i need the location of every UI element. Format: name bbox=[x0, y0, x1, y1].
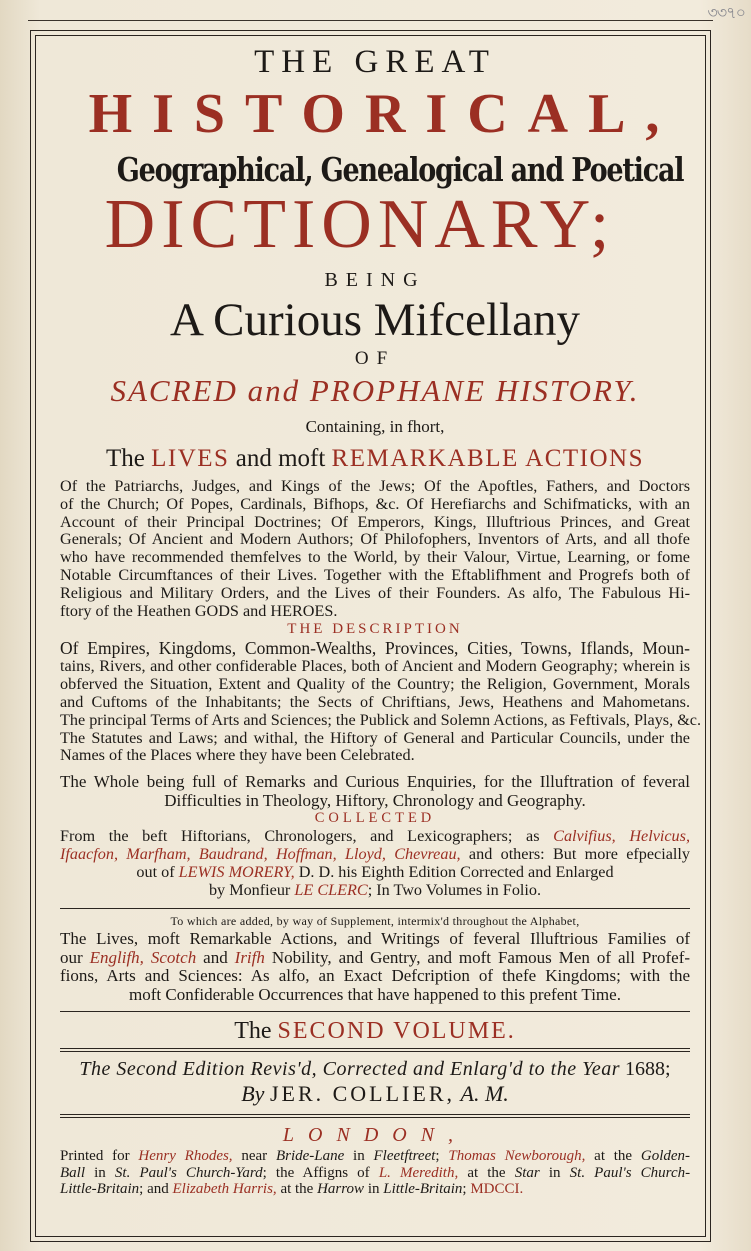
imprint-text: at the bbox=[280, 1181, 314, 1198]
para4-text: From the beft Hiftorians, Chronologers, and Lexicographers; as bbox=[60, 827, 540, 846]
para5-text: Nobility, and Gentry, and moft Famous Men of all Profef- bbox=[271, 947, 691, 967]
collected-heading: COLLECTED bbox=[314, 809, 436, 826]
imprint-text: in bbox=[353, 1148, 365, 1165]
imprint-name: Elizabeth Harris, bbox=[172, 1181, 277, 1198]
para4-line-3 bbox=[60, 864, 690, 882]
para5-text: and bbox=[203, 947, 228, 967]
para1-line: of the Church; Of Popes, Cardinals, Bifhops, &c. Of Herefiarchs and Schifmaticks, with an bbox=[60, 494, 690, 513]
imprint-name: Thomas Newborough, bbox=[448, 1148, 586, 1165]
lives-heading bbox=[60, 445, 690, 473]
para1-line: who have recommended themfelves to the World, by their Valour, Virtue, Learning, or fome bbox=[60, 548, 690, 567]
imprint-text: Printed for bbox=[60, 1148, 130, 1165]
imprint-text: ; and bbox=[139, 1181, 169, 1198]
title-line-being: BEING bbox=[324, 269, 426, 292]
para2-line: Of Empires, Kingdoms, Common-Wealths, Provinces, Cities, Towns, Iflands, Moun- bbox=[60, 638, 690, 659]
divider-rule bbox=[60, 1011, 690, 1012]
para4-le-clerc: LE CLERC bbox=[294, 880, 368, 899]
top-rule bbox=[28, 20, 713, 21]
imprint-year: MDCCI. bbox=[470, 1181, 524, 1198]
para4-line-1 bbox=[60, 828, 690, 846]
para4-morery: LEWIS MORERY, bbox=[178, 863, 295, 882]
imprint-place: St. Paul's Church-Yard bbox=[114, 1164, 263, 1181]
lives-heading-lives: LIVES bbox=[151, 444, 230, 472]
para3-line: The Whole being full of Remarks and Curious Enquiries, for the Illuftration of feveral bbox=[60, 772, 690, 792]
divider-rule bbox=[60, 1051, 690, 1052]
para1-line: Notable Circumftances of their Lives. Together with the Eftablifhment and Progrefs both of bbox=[60, 566, 690, 585]
edition-line bbox=[60, 1058, 690, 1080]
para4-text: ; In Two Volumes in Folio. bbox=[367, 880, 542, 899]
imprint-text: ; bbox=[462, 1181, 467, 1198]
para1-line: Religious and Military Orders, and the Lives of their Founders. As alfo, The Fabulous Hi- bbox=[60, 583, 690, 602]
para4-line-2 bbox=[60, 846, 690, 864]
para4-line-4 bbox=[60, 882, 690, 900]
title-line-geographical: Geographical, Genealogical and Poetical bbox=[116, 149, 684, 189]
london-line: LONDON, bbox=[282, 1124, 468, 1147]
author-line bbox=[60, 1082, 690, 1106]
imprint-text: in bbox=[367, 1181, 380, 1198]
edition-text: The Second Edition Revis'd, Corrected and Enlarg'd to the Year bbox=[79, 1058, 621, 1081]
para2-line: and Cuftoms of the Inhabitants; the Sects of Chriftians, Jews, Heathens and Mahometans. bbox=[60, 692, 690, 711]
lives-heading-remarkable: REMARKABLE ACTIONS bbox=[331, 444, 644, 472]
divider-rule bbox=[60, 1114, 690, 1115]
para4-text: by Monfieur bbox=[208, 880, 291, 899]
imprint-name: L. Meredith, bbox=[378, 1164, 459, 1181]
para2-line: tains, Rivers, and other confiderable Places, both of Ancient and Modern Geography; wherein is bbox=[60, 657, 690, 676]
supplement-line: To which are added, by way of Supplement, intermix'd throughout the Alphabet, bbox=[170, 913, 580, 928]
para2-line: obferved the Situation, Extent and Quality of the Country; the Religion, Government, Morals bbox=[60, 675, 690, 694]
para2-line: The Statutes and Laws; and withal, the Hiftory of General and Particular Councils, under the bbox=[60, 728, 690, 747]
second-volume-title: SECOND VOLUME. bbox=[277, 1017, 516, 1044]
imprint-name: Henry Rhodes, bbox=[138, 1148, 233, 1165]
imprint-place: Little-Britain bbox=[60, 1181, 140, 1198]
imprint-place: Star bbox=[514, 1164, 540, 1181]
lives-heading-mid: and moft bbox=[235, 444, 326, 472]
imprint-text: ; bbox=[435, 1148, 440, 1165]
lives-heading-pre: The bbox=[106, 444, 145, 472]
second-volume-pre: The bbox=[234, 1017, 272, 1044]
para4-text: out of bbox=[136, 863, 175, 882]
title-line-curious-miscellany: A Curious Mifcellany bbox=[170, 294, 580, 347]
imprint-text: at the bbox=[594, 1148, 633, 1165]
para5-line-4: moft Confiderable Occurrences that have happened to this prefent Time. bbox=[129, 984, 621, 1004]
para1-line: Generals; Of Ancient and Modern Authors; Of Philofophers, Inventors of Arts, and all thofe bbox=[60, 530, 690, 549]
author-by: By bbox=[241, 1081, 265, 1107]
title-line-historical: HISTORICAL, bbox=[88, 83, 680, 146]
imprint-place: Harrow bbox=[317, 1181, 365, 1198]
author-name: JER. COLLIER, bbox=[269, 1081, 455, 1107]
imprint-text: at the bbox=[467, 1164, 506, 1181]
imprint-line-2 bbox=[60, 1165, 690, 1182]
title-line-sacred-prophane: SACRED and PROPHANE HISTORY. bbox=[110, 372, 640, 408]
paragraph-whole bbox=[60, 773, 690, 810]
imprint-line-3 bbox=[60, 1181, 690, 1198]
imprint-place: Bride-Lane bbox=[275, 1148, 345, 1165]
imprint-place: Golden- bbox=[640, 1148, 691, 1165]
paragraph-supplement bbox=[60, 930, 690, 1005]
imprint-place: Little-Britain bbox=[383, 1181, 463, 1198]
para5-nations: Englifh, Scotch bbox=[89, 947, 197, 967]
divider-rule bbox=[60, 1048, 690, 1049]
para5-nations: Irifh bbox=[234, 947, 265, 967]
para1-line: Account of their Principal Doctrines; Of Emperors, Kings, Illuftrious Princes, and Great bbox=[60, 512, 690, 531]
imprint bbox=[60, 1148, 690, 1198]
para1-line: ftory of the Heathen GODS and HEROES. bbox=[60, 601, 338, 620]
para1-line: Of the Patriarchs, Judges, and Kings of the Jews; Of the Apoftles, Fathers, and Doctors bbox=[60, 477, 690, 496]
description-heading: THE DESCRIPTION bbox=[287, 620, 463, 637]
imprint-text: near bbox=[241, 1148, 268, 1165]
para3-line: Difficulties in Theology, Hiftory, Chronology and Geography. bbox=[164, 790, 586, 810]
imprint-text: ; the Affigns of bbox=[262, 1164, 370, 1181]
para2-line: The principal Terms of Arts and Sciences; the Publick and Solemn Actions, as Feftivals, Plays, &c. bbox=[60, 710, 702, 729]
para5-line-2 bbox=[60, 949, 690, 968]
title-line-dictionary: DICTIONARY; bbox=[104, 186, 616, 264]
title-line-of: OF bbox=[354, 347, 396, 369]
paragraph-lives bbox=[60, 478, 690, 621]
para4-text: and others: But more efpecially bbox=[468, 845, 691, 864]
imprint-text: in bbox=[94, 1164, 106, 1181]
author-degree: A. M. bbox=[460, 1081, 509, 1107]
para5-line-3: fions, Arts and Sciences: As alfo, an Exact Defcription of thefe Kingdoms; with the bbox=[60, 966, 690, 986]
para4-text: D. D. his Eighth Edition Corrected and Enlarged bbox=[298, 863, 614, 882]
para5-text: our bbox=[60, 947, 83, 967]
second-volume-line bbox=[60, 1018, 690, 1044]
para5-line-1: The Lives, moft Remarkable Actions, and Writings of feveral Illuftrious Families of bbox=[60, 928, 690, 948]
title-page bbox=[60, 40, 702, 1198]
imprint-place: St. Paul's Church- bbox=[569, 1164, 691, 1181]
divider-rule bbox=[60, 908, 690, 909]
edition-year: 1688; bbox=[625, 1058, 671, 1081]
para4-authors: Ifaacfon, Marfham, Baudrand, Hoffman, Lloyd, Chevreau, bbox=[60, 845, 461, 864]
paragraph-collected bbox=[60, 828, 690, 899]
imprint-place: Fleetftreet bbox=[373, 1148, 436, 1165]
containing-line: Containing, in fhort, bbox=[305, 416, 445, 436]
divider-rule bbox=[60, 1117, 690, 1118]
imprint-place: Ball bbox=[60, 1164, 85, 1181]
para2-line: Names of the Places where they have been Celebrated. bbox=[60, 746, 415, 765]
imprint-line-1 bbox=[60, 1148, 690, 1165]
library-mark: ৩৩৭০ bbox=[707, 3, 745, 22]
paragraph-description bbox=[60, 638, 702, 765]
para4-authors: Calvifius, Helvicus, bbox=[553, 827, 690, 846]
imprint-text: in bbox=[548, 1164, 561, 1181]
title-line-the-great: THE GREAT bbox=[254, 44, 496, 80]
